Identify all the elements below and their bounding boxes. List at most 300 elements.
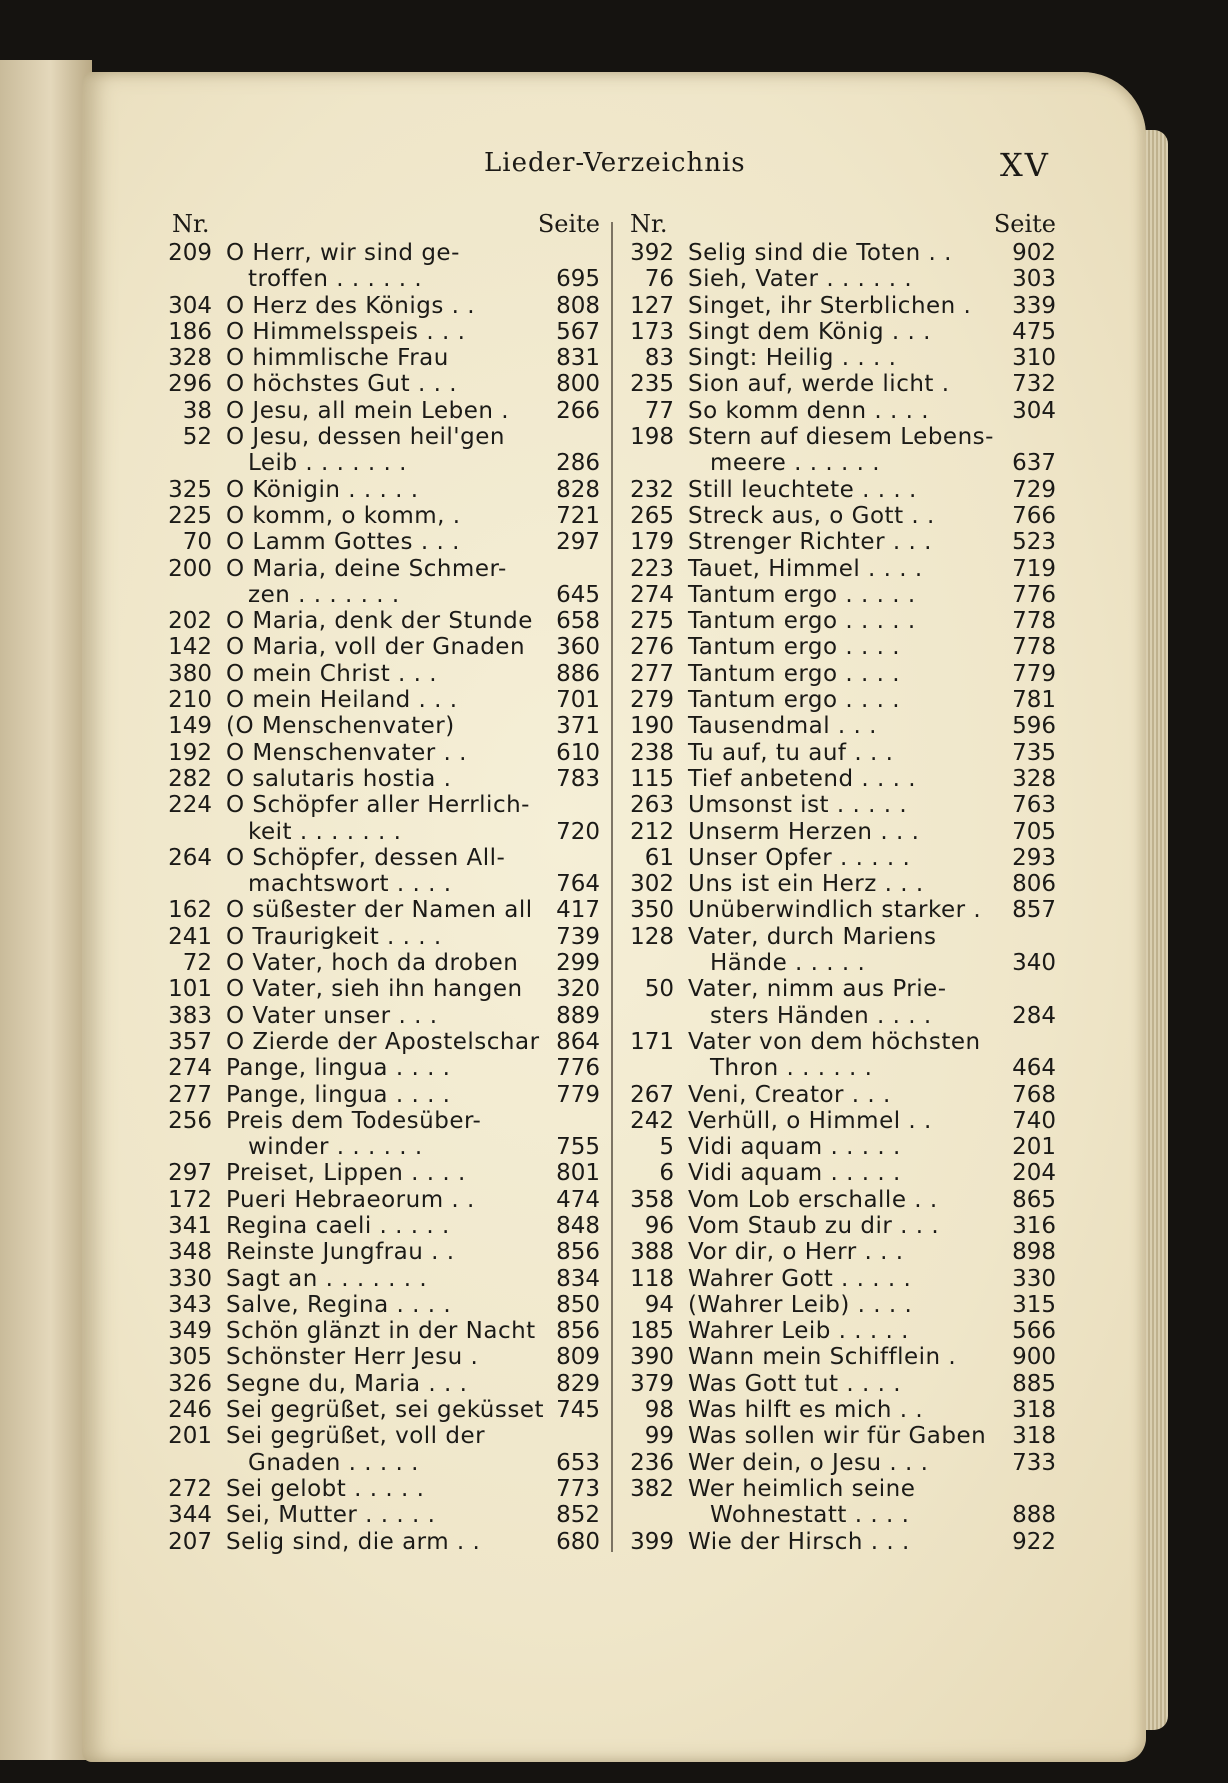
page-number: 315 bbox=[1012, 1291, 1056, 1318]
page-number: 299 bbox=[556, 950, 600, 977]
hymn-number: 326 bbox=[168, 1370, 212, 1397]
hymn-number: 304 bbox=[168, 292, 212, 319]
hymn-number: 99 bbox=[644, 1423, 674, 1450]
hymn-title: Wann mein Schifflein . bbox=[688, 1344, 957, 1371]
hymn-title: Preiset, Lippen . . . . bbox=[226, 1160, 466, 1187]
hymn-title: O himmlische Frau bbox=[226, 345, 449, 372]
hymn-title: Was Gott tut . . . . bbox=[688, 1370, 902, 1397]
index-entry bbox=[612, 845, 1056, 871]
page-number: 885 bbox=[1012, 1370, 1056, 1397]
hymn-title: Was hilft es mich . . bbox=[688, 1397, 924, 1424]
hymn-title: Tu auf, tu auf . . . bbox=[688, 739, 894, 766]
index-entry bbox=[612, 477, 1056, 503]
hymn-title: Veni, Creator . . . bbox=[688, 1081, 891, 1108]
hymn-title: O salutaris hostia . bbox=[226, 765, 452, 792]
index-entry bbox=[612, 1055, 1056, 1081]
hymn-number: 162 bbox=[168, 897, 212, 924]
index-entry bbox=[150, 713, 600, 739]
index-entry bbox=[150, 1213, 600, 1239]
page-number: 755 bbox=[556, 1134, 600, 1161]
page-number: 889 bbox=[556, 1002, 600, 1029]
index-entry bbox=[612, 1476, 1056, 1502]
hymn-number: 235 bbox=[630, 371, 674, 398]
hymn-title: Vater, durch Mariens bbox=[688, 923, 937, 950]
hymn-title: O Jesu, dessen heil'gen bbox=[226, 424, 505, 451]
hymn-title: Vom Lob erschalle . . bbox=[688, 1186, 938, 1213]
hymn-number: 296 bbox=[168, 371, 212, 398]
index-entry bbox=[612, 1371, 1056, 1397]
hymn-number: 52 bbox=[182, 424, 212, 451]
hymn-number: 343 bbox=[168, 1291, 212, 1318]
hymn-number: 207 bbox=[168, 1528, 212, 1555]
page-number: 864 bbox=[556, 1028, 600, 1055]
index-entry bbox=[612, 1082, 1056, 1108]
index-entry bbox=[150, 1108, 600, 1134]
hymn-title: sters Händen . . . . bbox=[710, 1002, 932, 1029]
index-entry bbox=[150, 240, 600, 266]
page-number: 739 bbox=[556, 923, 600, 950]
previous-page-edge bbox=[0, 60, 92, 1760]
page-number: 320 bbox=[556, 976, 600, 1003]
hymn-title: Unserm Herzen . . . bbox=[688, 818, 920, 845]
hymn-title: O Jesu, all mein Leben . bbox=[226, 397, 510, 424]
index-entry bbox=[612, 582, 1056, 608]
hymn-number: 241 bbox=[168, 923, 212, 950]
index-entry bbox=[612, 819, 1056, 845]
hymn-number: 94 bbox=[644, 1291, 674, 1318]
index-column-right bbox=[612, 210, 1056, 1555]
hymn-title: (Wahrer Leib) . . . . bbox=[688, 1291, 913, 1318]
hymn-number: 330 bbox=[168, 1265, 212, 1292]
hymn-title: O Vater, hoch da droben bbox=[226, 950, 519, 977]
hymn-number: 98 bbox=[644, 1397, 674, 1424]
hymn-title: Preis dem Todesüber- bbox=[226, 1107, 482, 1134]
index-entry bbox=[150, 871, 600, 897]
page-number: 828 bbox=[556, 476, 600, 503]
index-entry bbox=[612, 1003, 1056, 1029]
page-number: 297 bbox=[556, 529, 600, 556]
hymn-number: 279 bbox=[630, 687, 674, 714]
hymn-title: O Herz des Königs . . bbox=[226, 292, 476, 319]
index-entry bbox=[150, 1397, 600, 1423]
page-number: 360 bbox=[556, 634, 600, 661]
page-number: 286 bbox=[556, 450, 600, 477]
hymn-title: Sei gegrüßet, voll der bbox=[226, 1423, 486, 1450]
index-entry bbox=[612, 1318, 1056, 1344]
hymn-title: Tief anbetend . . . . bbox=[688, 765, 917, 792]
page-number: 417 bbox=[556, 897, 600, 924]
index-entry bbox=[612, 266, 1056, 292]
hymn-title: O Maria, voll der Gnaden bbox=[226, 634, 526, 661]
hymn-number: 357 bbox=[168, 1028, 212, 1055]
index-entry bbox=[150, 634, 600, 660]
index-entry bbox=[150, 477, 600, 503]
index-entry bbox=[612, 293, 1056, 319]
hymn-title: Wahrer Leib . . . . . bbox=[688, 1318, 909, 1345]
index-entry bbox=[150, 1029, 600, 1055]
hymn-number: 200 bbox=[168, 555, 212, 582]
hymn-number: 242 bbox=[630, 1107, 674, 1134]
index-entry bbox=[150, 1344, 600, 1370]
hymn-title: Was sollen wir für Gaben bbox=[688, 1423, 987, 1450]
hymn-number: 118 bbox=[630, 1265, 674, 1292]
index-entry bbox=[612, 950, 1056, 976]
hymn-number: 50 bbox=[644, 976, 674, 1003]
index-entry bbox=[150, 1318, 600, 1344]
hymn-title: O Maria, denk der Stunde bbox=[226, 608, 533, 635]
page-number: 705 bbox=[1012, 818, 1056, 845]
index-entry bbox=[150, 556, 600, 582]
hymn-number: 142 bbox=[168, 634, 212, 661]
hymn-number: 380 bbox=[168, 660, 212, 687]
index-entry bbox=[150, 976, 600, 1002]
page-number: 733 bbox=[1012, 1449, 1056, 1476]
index-entry bbox=[612, 319, 1056, 345]
hymn-number: 350 bbox=[630, 897, 674, 924]
hymn-number: 379 bbox=[630, 1370, 674, 1397]
page-number: 284 bbox=[1012, 1002, 1056, 1029]
hymn-number: 325 bbox=[168, 476, 212, 503]
page-number: 464 bbox=[1012, 1055, 1056, 1082]
index-entry bbox=[150, 398, 600, 424]
index-entry bbox=[612, 924, 1056, 950]
page-number: 801 bbox=[556, 1160, 600, 1187]
page-number: 732 bbox=[1012, 371, 1056, 398]
hymn-title: Vor dir, o Herr . . . bbox=[688, 1239, 904, 1266]
index-entry bbox=[612, 634, 1056, 660]
page-number: 637 bbox=[1012, 450, 1056, 477]
page-number: 740 bbox=[1012, 1107, 1056, 1134]
page-number: 800 bbox=[556, 371, 600, 398]
hymn-title: Unüberwindlich starker . bbox=[688, 897, 982, 924]
nr-header: Nr. bbox=[630, 210, 668, 238]
index-entry bbox=[150, 345, 600, 371]
page-number: 474 bbox=[556, 1186, 600, 1213]
page-number: 721 bbox=[556, 502, 600, 529]
index-entry bbox=[612, 1160, 1056, 1186]
index-entry bbox=[150, 792, 600, 818]
index-entry bbox=[612, 529, 1056, 555]
index-entry bbox=[150, 1055, 600, 1081]
hymn-number: 274 bbox=[168, 1055, 212, 1082]
index-entry bbox=[150, 819, 600, 845]
hymn-title: O Vater unser . . . bbox=[226, 1002, 438, 1029]
page-number: 848 bbox=[556, 1212, 600, 1239]
index-entry bbox=[612, 661, 1056, 687]
index-entry bbox=[150, 1292, 600, 1318]
hymn-number: 101 bbox=[168, 976, 212, 1003]
hymn-title: machtswort . . . . bbox=[248, 871, 452, 898]
index-entry bbox=[150, 1423, 600, 1449]
index-entry bbox=[612, 503, 1056, 529]
hymn-title: Sei, Mutter . . . . . bbox=[226, 1502, 436, 1529]
hymn-title: O Königin . . . . . bbox=[226, 476, 419, 503]
hymn-title: Singet, ihr Sterblichen . bbox=[688, 292, 972, 319]
index-entry bbox=[150, 1239, 600, 1265]
index-entry bbox=[150, 687, 600, 713]
hymn-title: Tantum ergo . . . . bbox=[688, 687, 901, 714]
page-number: 778 bbox=[1012, 634, 1056, 661]
hymn-number: 277 bbox=[168, 1081, 212, 1108]
index-entry bbox=[150, 897, 600, 923]
hymn-title: Selig sind die Toten . . bbox=[688, 240, 952, 266]
hymn-number: 171 bbox=[630, 1028, 674, 1055]
index-entry bbox=[612, 424, 1056, 450]
page-number: 680 bbox=[556, 1528, 600, 1555]
index-entry bbox=[150, 1476, 600, 1502]
hymn-title: O Schöpfer aller Herrlich- bbox=[226, 792, 530, 819]
index-entry bbox=[612, 713, 1056, 739]
hymn-number: 267 bbox=[630, 1081, 674, 1108]
index-entry bbox=[612, 1134, 1056, 1160]
hymn-title: Sieh, Vater . . . . . . bbox=[688, 266, 913, 293]
index-entry bbox=[612, 608, 1056, 634]
hymn-number: 274 bbox=[630, 581, 674, 608]
hymn-title: Stern auf diesem Lebens- bbox=[688, 424, 994, 451]
page-number: 328 bbox=[1012, 765, 1056, 792]
index-entry bbox=[150, 608, 600, 634]
nr-header: Nr. bbox=[172, 210, 210, 238]
index-entry bbox=[150, 1187, 600, 1213]
page-number: 888 bbox=[1012, 1502, 1056, 1529]
hymn-number: 173 bbox=[630, 318, 674, 345]
hymn-title: meere . . . . . . bbox=[710, 450, 881, 477]
page-number: 316 bbox=[1012, 1212, 1056, 1239]
hymn-title: Singt dem König . . . bbox=[688, 318, 931, 345]
page-number: 596 bbox=[1012, 713, 1056, 740]
hymn-title: Still leuchtete . . . . bbox=[688, 476, 917, 503]
index-entry bbox=[612, 897, 1056, 923]
hymn-title: O mein Christ . . . bbox=[226, 660, 438, 687]
index-entry bbox=[150, 740, 600, 766]
hymn-number: 302 bbox=[630, 871, 674, 898]
hymn-number: 238 bbox=[630, 739, 674, 766]
index-entry bbox=[150, 1529, 600, 1555]
hymn-title: So komm denn . . . . bbox=[688, 397, 930, 424]
page-number: 266 bbox=[556, 397, 600, 424]
hymn-title: zen . . . . . . . bbox=[248, 581, 400, 608]
page-number: 318 bbox=[1012, 1397, 1056, 1424]
column-header bbox=[612, 210, 1056, 240]
page-number: 834 bbox=[556, 1265, 600, 1292]
hymn-title: Salve, Regina . . . . bbox=[226, 1291, 452, 1318]
seite-header: Seite bbox=[537, 210, 600, 238]
index-entry bbox=[150, 924, 600, 950]
hymn-number: 128 bbox=[630, 923, 674, 950]
hymn-title: Leib . . . . . . . bbox=[248, 450, 407, 477]
hymn-title: Tantum ergo . . . . bbox=[688, 634, 901, 661]
hymn-title: O höchstes Gut . . . bbox=[226, 371, 458, 398]
hymn-title: Singt: Heilig . . . . bbox=[688, 345, 897, 372]
column-header bbox=[150, 210, 600, 240]
hymn-title: Vater, nimm aus Prie- bbox=[688, 976, 947, 1003]
index-entry bbox=[612, 1108, 1056, 1134]
index-entry bbox=[612, 976, 1056, 1002]
page-number: 371 bbox=[556, 713, 600, 740]
hymn-number: 202 bbox=[168, 608, 212, 635]
hymn-title: Schön glänzt in der Nacht bbox=[226, 1318, 536, 1345]
hymn-title: troffen . . . . . . bbox=[248, 266, 423, 293]
hymn-number: 348 bbox=[168, 1239, 212, 1266]
hymn-number: 349 bbox=[168, 1318, 212, 1345]
page-number: 204 bbox=[1012, 1160, 1056, 1187]
page-number: 779 bbox=[1012, 660, 1056, 687]
index-entry bbox=[612, 1213, 1056, 1239]
page-number: 735 bbox=[1012, 739, 1056, 766]
hymn-title: O Maria, deine Schmer- bbox=[226, 555, 507, 582]
hymn-title: O Vater, sieh ihn hangen bbox=[226, 976, 523, 1003]
hymn-number: 224 bbox=[168, 792, 212, 819]
index-entry bbox=[150, 503, 600, 529]
page-number: 653 bbox=[556, 1449, 600, 1476]
hymn-title: O süßester der Namen all bbox=[226, 897, 533, 924]
hymn-number: 212 bbox=[630, 818, 674, 845]
hymn-title: Gnaden . . . . . bbox=[248, 1449, 419, 1476]
hymn-number: 390 bbox=[630, 1344, 674, 1371]
hymn-title: Strenger Richter . . . bbox=[688, 529, 932, 556]
hymn-number: 210 bbox=[168, 687, 212, 714]
hymn-number: 282 bbox=[168, 765, 212, 792]
page-number: 340 bbox=[1012, 950, 1056, 977]
hymn-title: Wahrer Gott . . . . . bbox=[688, 1265, 912, 1292]
page-number: 829 bbox=[556, 1370, 600, 1397]
page-number: 310 bbox=[1012, 345, 1056, 372]
hymn-number: 185 bbox=[630, 1318, 674, 1345]
page-number: 808 bbox=[556, 292, 600, 319]
page-number: 719 bbox=[1012, 555, 1056, 582]
page-number: 720 bbox=[556, 818, 600, 845]
page-number: 900 bbox=[1012, 1344, 1056, 1371]
index-entry bbox=[150, 845, 600, 871]
page-number: 768 bbox=[1012, 1081, 1056, 1108]
index-entry bbox=[150, 371, 600, 397]
hymn-title: Tantum ergo . . . . bbox=[688, 660, 901, 687]
hymn-number: 223 bbox=[630, 555, 674, 582]
index-entry bbox=[150, 582, 600, 608]
hymn-number: 399 bbox=[630, 1528, 674, 1555]
hymn-number: 225 bbox=[168, 502, 212, 529]
hymn-number: 70 bbox=[182, 529, 212, 556]
page-number: 776 bbox=[556, 1055, 600, 1082]
index-entry bbox=[150, 661, 600, 687]
page-number: 318 bbox=[1012, 1423, 1056, 1450]
hymn-title: Sagt an . . . . . . . bbox=[226, 1265, 428, 1292]
hymn-number: 192 bbox=[168, 739, 212, 766]
page-number: 567 bbox=[556, 318, 600, 345]
hymn-number: 272 bbox=[168, 1475, 212, 1502]
hymn-title: Tantum ergo . . . . . bbox=[688, 608, 916, 635]
page-title: Lieder-Verzeichnis bbox=[484, 148, 746, 178]
hymn-title: O Menschenvater . . bbox=[226, 739, 467, 766]
hymn-title: Sei gelobt . . . . . bbox=[226, 1475, 425, 1502]
hymn-number: 328 bbox=[168, 345, 212, 372]
index-entry bbox=[150, 266, 600, 292]
index-entry bbox=[612, 1529, 1056, 1555]
page-number: 330 bbox=[1012, 1265, 1056, 1292]
page-number: 831 bbox=[556, 345, 600, 372]
hymn-number: 265 bbox=[630, 502, 674, 529]
page-number: 783 bbox=[556, 765, 600, 792]
hymn-number: 96 bbox=[644, 1212, 674, 1239]
hymn-title: Wer dein, o Jesu . . . bbox=[688, 1449, 929, 1476]
hymn-title: O mein Heiland . . . bbox=[226, 687, 458, 714]
hymn-title: Vom Staub zu dir . . . bbox=[688, 1212, 940, 1239]
hymn-number: 264 bbox=[168, 844, 212, 871]
hymn-title: Streck aus, o Gott . . bbox=[688, 502, 935, 529]
page-number: 658 bbox=[556, 608, 600, 635]
hymn-number: 388 bbox=[630, 1239, 674, 1266]
hymn-number: 256 bbox=[168, 1107, 212, 1134]
hymn-number: 190 bbox=[630, 713, 674, 740]
index-entry bbox=[612, 871, 1056, 897]
hymn-title: O Traurigkeit . . . . bbox=[226, 923, 442, 950]
hymn-number: 201 bbox=[168, 1423, 212, 1450]
page-number: 304 bbox=[1012, 397, 1056, 424]
index-entry bbox=[612, 792, 1056, 818]
hymn-title: Wer heimlich seine bbox=[688, 1475, 916, 1502]
hymn-number: 263 bbox=[630, 792, 674, 819]
hymn-number: 115 bbox=[630, 765, 674, 792]
hymn-number: 232 bbox=[630, 476, 674, 503]
hymn-number: 186 bbox=[168, 318, 212, 345]
page-number: 902 bbox=[1012, 240, 1056, 266]
page-number: 856 bbox=[556, 1318, 600, 1345]
index-entry bbox=[150, 1082, 600, 1108]
page-number: 303 bbox=[1012, 266, 1056, 293]
hymn-title: Tauet, Himmel . . . . bbox=[688, 555, 923, 582]
seite-header: Seite bbox=[993, 210, 1056, 238]
page-number: 865 bbox=[1012, 1186, 1056, 1213]
hymn-number: 61 bbox=[644, 844, 674, 871]
hymn-number: 358 bbox=[630, 1186, 674, 1213]
index-entry bbox=[150, 1003, 600, 1029]
hymn-number: 179 bbox=[630, 529, 674, 556]
hymn-number: 77 bbox=[644, 397, 674, 424]
hymn-number: 83 bbox=[644, 345, 674, 372]
page-numeral: XV bbox=[1000, 146, 1050, 184]
hymn-title: Schönster Herr Jesu . bbox=[226, 1344, 479, 1371]
page-number: 857 bbox=[1012, 897, 1056, 924]
page-number: 778 bbox=[1012, 608, 1056, 635]
index-entry bbox=[612, 240, 1056, 266]
page-number: 779 bbox=[556, 1081, 600, 1108]
hymn-number: 392 bbox=[630, 240, 674, 266]
hymn-number: 297 bbox=[168, 1160, 212, 1187]
index-entry bbox=[612, 398, 1056, 424]
index-entry bbox=[612, 1423, 1056, 1449]
page-number: 806 bbox=[1012, 871, 1056, 898]
page-number: 773 bbox=[556, 1475, 600, 1502]
hymn-title: Umsonst ist . . . . . bbox=[688, 792, 908, 819]
page-number: 566 bbox=[1012, 1318, 1056, 1345]
page-number: 781 bbox=[1012, 687, 1056, 714]
page-number: 201 bbox=[1012, 1134, 1056, 1161]
index-entry bbox=[150, 1450, 600, 1476]
hymn-title: Verhüll, o Himmel . . bbox=[688, 1107, 932, 1134]
index-entry bbox=[612, 1502, 1056, 1528]
hymn-title: O Lamm Gottes . . . bbox=[226, 529, 460, 556]
index-entry bbox=[150, 1134, 600, 1160]
hymn-title: Wie der Hirsch . . . bbox=[688, 1528, 910, 1555]
index-entry bbox=[612, 1029, 1056, 1055]
hymn-number: 246 bbox=[168, 1397, 212, 1424]
hymn-number: 277 bbox=[630, 660, 674, 687]
hymn-title: Selig sind, die arm . . bbox=[226, 1528, 481, 1555]
hymn-number: 76 bbox=[644, 266, 674, 293]
index-entry bbox=[612, 687, 1056, 713]
index-entry bbox=[150, 450, 600, 476]
page-number: 809 bbox=[556, 1344, 600, 1371]
